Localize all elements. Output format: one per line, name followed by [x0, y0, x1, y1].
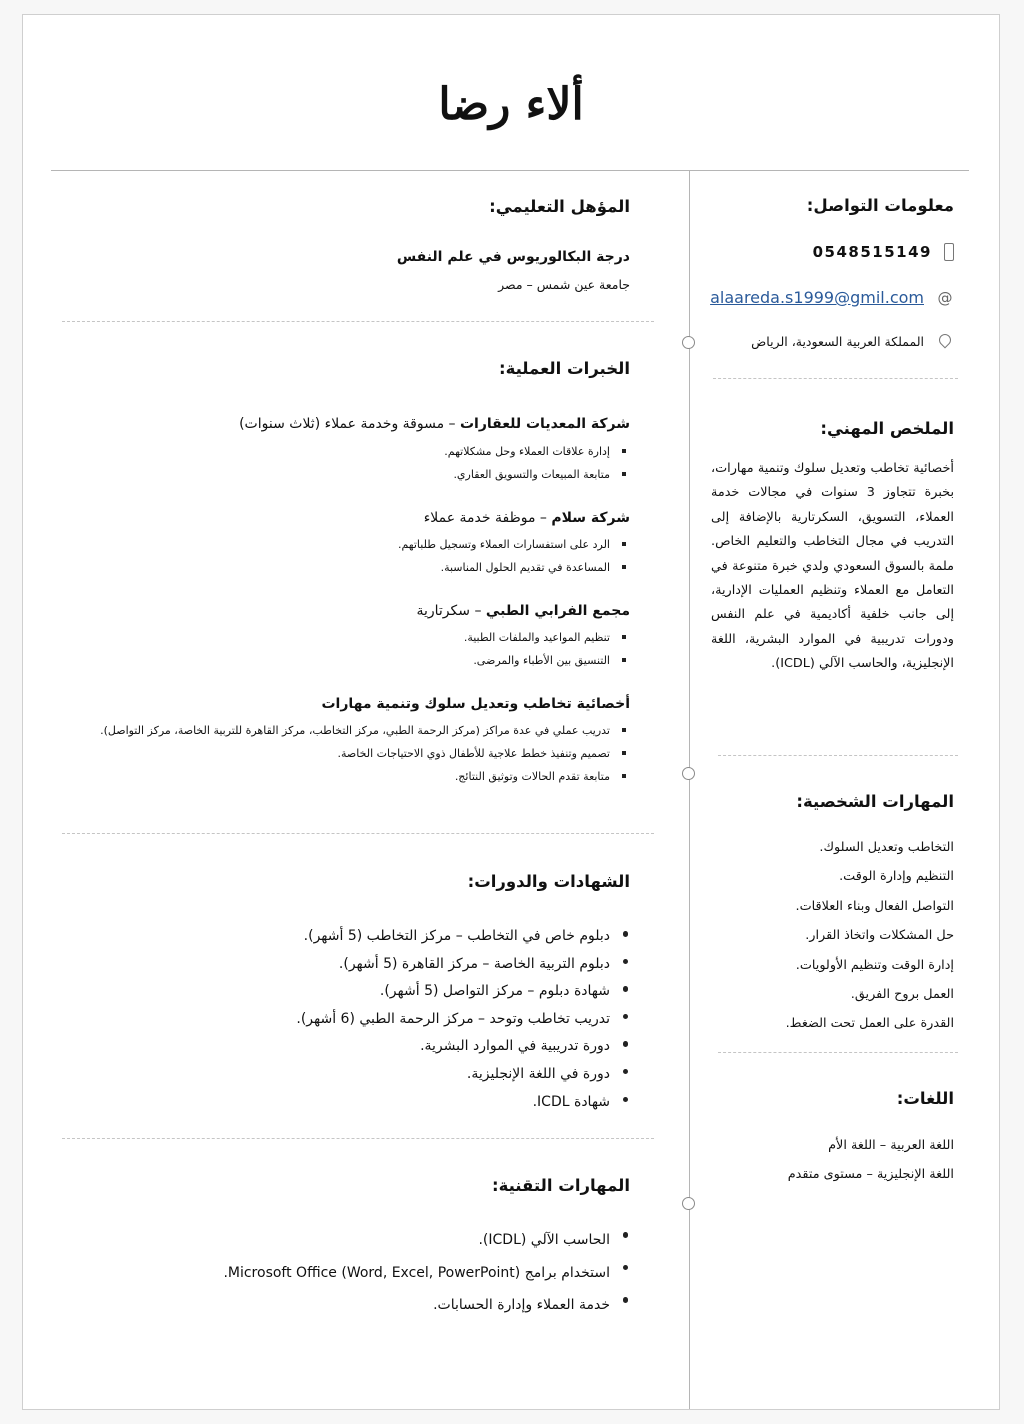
company-name: أخصائية تخاطب وتعديل سلوك وتنمية مهارات: [321, 696, 630, 712]
list-item: إدارة الوقت وتنظيم الأولويات.: [795, 957, 954, 973]
sidebar-column: [709, 175, 954, 1275]
job-tasks: [444, 440, 630, 486]
column-divider: [689, 171, 690, 1409]
timeline-node: [682, 767, 695, 780]
list-item: خدمة العملاء وإدارة الحسابات.: [223, 1289, 630, 1322]
at-icon: @: [937, 288, 953, 307]
list-item: متابعة تقدم الحالات وتوثيق النتائج.: [42, 765, 630, 788]
contact-heading: معلومات التواصل:: [806, 196, 954, 215]
university-name: جامعة عين شمس – مصر: [498, 277, 630, 292]
list-item: التخاطب وتعديل السلوك.: [819, 840, 954, 855]
list-item: إدارة علاقات العملاء وحل مشكلاتهم.: [444, 440, 630, 463]
job-tasks: [464, 626, 630, 672]
company-name: شركة المعديات للعقارات: [459, 416, 630, 432]
list-item: دورة تدريبية في الموارد البشرية.: [296, 1033, 630, 1061]
candidate-name: ألاء رضا: [438, 79, 584, 130]
list-item: العمل بروح الفريق.: [850, 986, 954, 1002]
languages-list: [788, 1138, 954, 1197]
job-role: – مسوقة وخدمة عملاء (ثلاث سنوات): [239, 416, 460, 432]
resume-page: [22, 14, 1000, 1410]
company-name: شركة سلام: [551, 510, 630, 526]
header-divider: [51, 170, 969, 171]
section-divider: [62, 1138, 654, 1139]
list-item: تصميم وتنفيذ خطط علاجية للأطفال ذوي الاحتياجات الخاصة.: [42, 742, 630, 765]
list-item: الحاسب الآلي (ICDL).: [223, 1224, 630, 1257]
list-item: التنسيق بين الأطباء والمرضى.: [464, 649, 630, 672]
certificates-heading: الشهادات والدورات:: [467, 872, 630, 891]
list-item: المساعدة في تقديم الحلول المناسبة.: [398, 556, 630, 579]
technical-skills-heading: المهارات التقنية:: [491, 1176, 630, 1195]
location-pin-icon: [936, 332, 954, 350]
job-role: – سكرتارية: [416, 603, 486, 619]
experience-heading: الخبرات العملية:: [498, 359, 630, 378]
section-divider: [62, 321, 654, 322]
technical-skills-list: [223, 1224, 630, 1322]
job-title: [424, 510, 630, 526]
location-text: المملكة العربية السعودية، الرياض: [751, 333, 924, 349]
timeline-node: [682, 336, 695, 349]
email-link[interactable]: alaareda.s1999@gmil.com: [710, 288, 924, 307]
phone-number: 0548515149: [812, 243, 932, 261]
phone-row: [813, 243, 954, 261]
section-divider: [718, 755, 958, 756]
list-item: شهادة ICDL.: [296, 1089, 630, 1117]
list-item: التنظيم وإدارة الوقت.: [839, 869, 954, 885]
list-item: دبلوم خاص في التخاطب – مركز التخاطب (5 أشهر).: [296, 923, 630, 951]
job-role: – موظفة خدمة عملاء: [423, 510, 552, 526]
list-item: اللغة الإنجليزية – مستوى متقدم: [787, 1167, 954, 1183]
certificates-list: [296, 923, 630, 1116]
job-title: [239, 416, 630, 432]
summary-text: أخصائية تخاطب وتعديل سلوك وتنمية مهارات، بخبرة تتجاوز 3 سنوات في مجالات خدمة العملاء، التسويق، السكرتارية بالإضافة إلى التدريب في مجال التخاطب والتعليم الخاص. ملمة بالسوق السعودي ولدي خبرة متنوعة في التعامل مع العملاء وتنظيم العمليات الإدارية، إلى جانب خلفية أكاديمية في علم النفس ودورات تدريبية في الموارد البشرية، اللغة الإنجليزية، والحاسب الآلي (ICDL).: [711, 461, 955, 672]
location-row: [751, 332, 954, 350]
phone-icon: [944, 243, 954, 261]
timeline-node: [682, 1197, 695, 1210]
company-name: مجمع الفرابي الطبي: [485, 603, 630, 619]
job-tasks: [42, 719, 630, 788]
job-tasks: [398, 533, 630, 579]
section-divider: [713, 378, 958, 379]
list-item: الرد على استفسارات العملاء وتسجيل طلباتهم.: [398, 533, 630, 556]
list-item: التواصل الفعال وبناء العلاقات.: [795, 898, 954, 914]
list-item: اللغة العربية – اللغة الأم: [828, 1138, 954, 1153]
degree-title: درجة البكالوريوس في علم النفس: [396, 249, 630, 265]
section-divider: [718, 1052, 958, 1053]
list-item: تدريب تخاطب وتوحد – مركز الرحمة الطبي (6 أشهر).: [296, 1006, 630, 1034]
list-item: القدرة على العمل تحت الضغط.: [785, 1016, 954, 1032]
list-item: تدريب عملي في عدة مراكز (مركز الرحمة الطبي، مركز التخاطب، مركز القاهرة للتربية الخاصة، مركز التواصل).: [42, 719, 630, 742]
job-title: [416, 603, 630, 619]
languages-heading: اللغات:: [896, 1089, 954, 1108]
email-row: [710, 288, 954, 307]
list-item: متابعة المبيعات والتسويق العقاري.: [444, 463, 630, 486]
list-item: دبلوم التربية الخاصة – مركز القاهرة (5 أشهر).: [296, 951, 630, 979]
section-divider: [62, 833, 654, 834]
summary-heading: الملخص المهني:: [820, 419, 954, 438]
job-title: [321, 696, 630, 712]
list-item: شهادة دبلوم – مركز التواصل (5 أشهر).: [296, 978, 630, 1006]
list-item: حل المشكلات واتخاذ القرار.: [805, 928, 954, 944]
list-item: دورة في اللغة الإنجليزية.: [296, 1061, 630, 1089]
personal-skills-heading: المهارات الشخصية:: [796, 792, 954, 811]
list-item: تنظيم المواعيد والملفات الطبية.: [464, 626, 630, 649]
personal-skills-list: [786, 840, 954, 1046]
education-heading: المؤهل التعليمي:: [489, 197, 630, 216]
list-item: استخدام برامج Microsoft Office (Word, Excel, PowerPoint).: [223, 1257, 630, 1290]
